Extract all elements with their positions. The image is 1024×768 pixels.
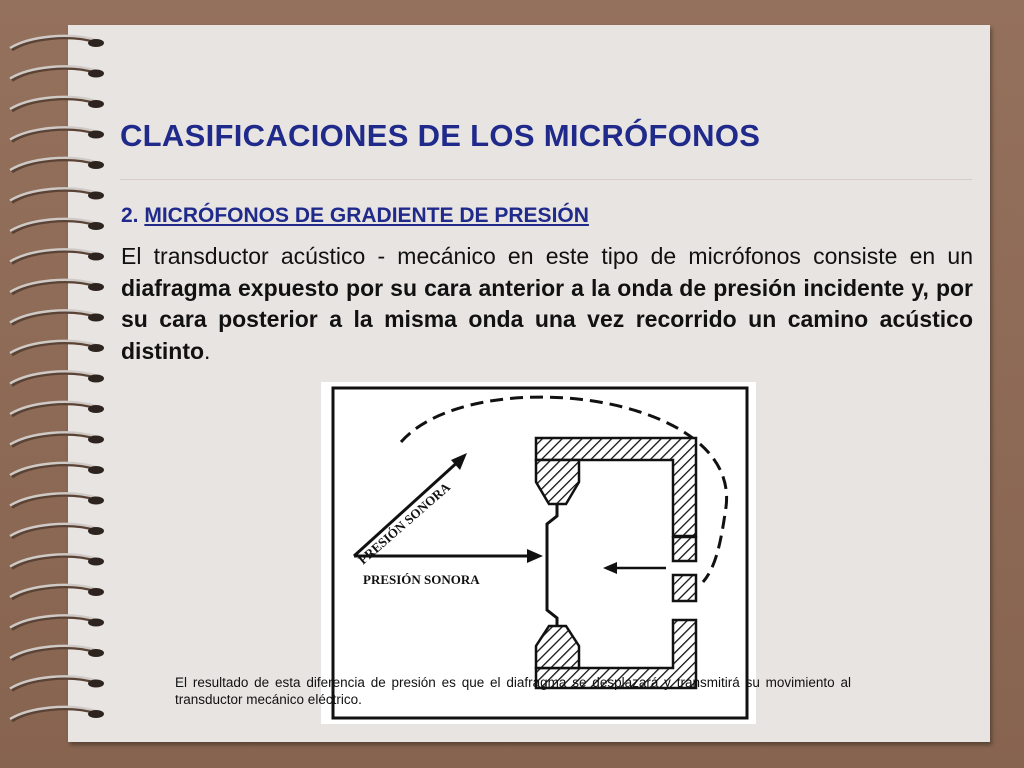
binding-ring: [10, 249, 104, 263]
binding-ring: [10, 554, 104, 568]
pressure-gradient-diagram: [321, 382, 756, 724]
binding-ring: [10, 341, 104, 355]
spiral-binding: [0, 0, 120, 768]
section-number: 2.: [121, 204, 139, 227]
housing-slot-1: [673, 537, 696, 561]
body-paragraph: [121, 241, 973, 367]
body-text-start: El transductor acústico - mecánico en este tipo de micrófonos consiste en un: [121, 243, 973, 269]
binding-ring: [10, 371, 104, 385]
diagonal-label: PRESIÓN SONORA: [355, 479, 454, 568]
binding-ring: [10, 524, 104, 538]
diaphragm-clamp-top: [536, 460, 579, 504]
section-heading: [121, 204, 589, 228]
binding-ring: [10, 66, 104, 80]
binding-ring: [10, 646, 104, 660]
horizontal-arrowhead: [527, 549, 543, 563]
diaphragm-clamp-bottom: [536, 626, 579, 668]
body-text-bold: diafragma expuesto por su cara anterior a la onda de presión incidente y, por su cara posterior a la misma onda una vez recorrido un camino acústico distinto: [121, 274, 973, 364]
horizontal-label: PRESIÓN SONORA: [363, 572, 480, 587]
diaphragm: [547, 504, 557, 626]
binding-ring: [10, 280, 104, 294]
binding-ring: [10, 36, 104, 50]
diagonal-pressure-arrow: [354, 459, 461, 556]
section-heading-text: MICRÓFONOS DE GRADIENTE DE PRESIÓN: [144, 204, 589, 227]
binding-ring: [10, 402, 104, 416]
binding-ring: [10, 707, 104, 721]
binding-ring: [10, 432, 104, 446]
rear-arrowhead: [603, 562, 617, 574]
binding-ring: [10, 188, 104, 202]
title-divider: [120, 179, 972, 180]
binding-ring: [10, 97, 104, 111]
binding-ring: [10, 493, 104, 507]
binding-ring: [10, 310, 104, 324]
slide-title: CLASIFICACIONES DE LOS MICRÓFONOS: [120, 118, 761, 153]
binding-ring: [10, 615, 104, 629]
diagram-svg: [321, 382, 756, 724]
binding-ring: [10, 463, 104, 477]
housing-slot-2: [673, 575, 696, 601]
body-text-end: .: [204, 337, 211, 364]
binding-ring: [10, 676, 104, 690]
binding-ring: [10, 158, 104, 172]
binding-ring: [10, 219, 104, 233]
binding-ring: [10, 585, 104, 599]
figure-caption: El resultado de esta diferencia de presión es que el diafragma se desplazará y transmitirá su movimiento al transductor mecánico eléctrico.: [175, 675, 851, 707]
binding-ring: [10, 127, 104, 141]
